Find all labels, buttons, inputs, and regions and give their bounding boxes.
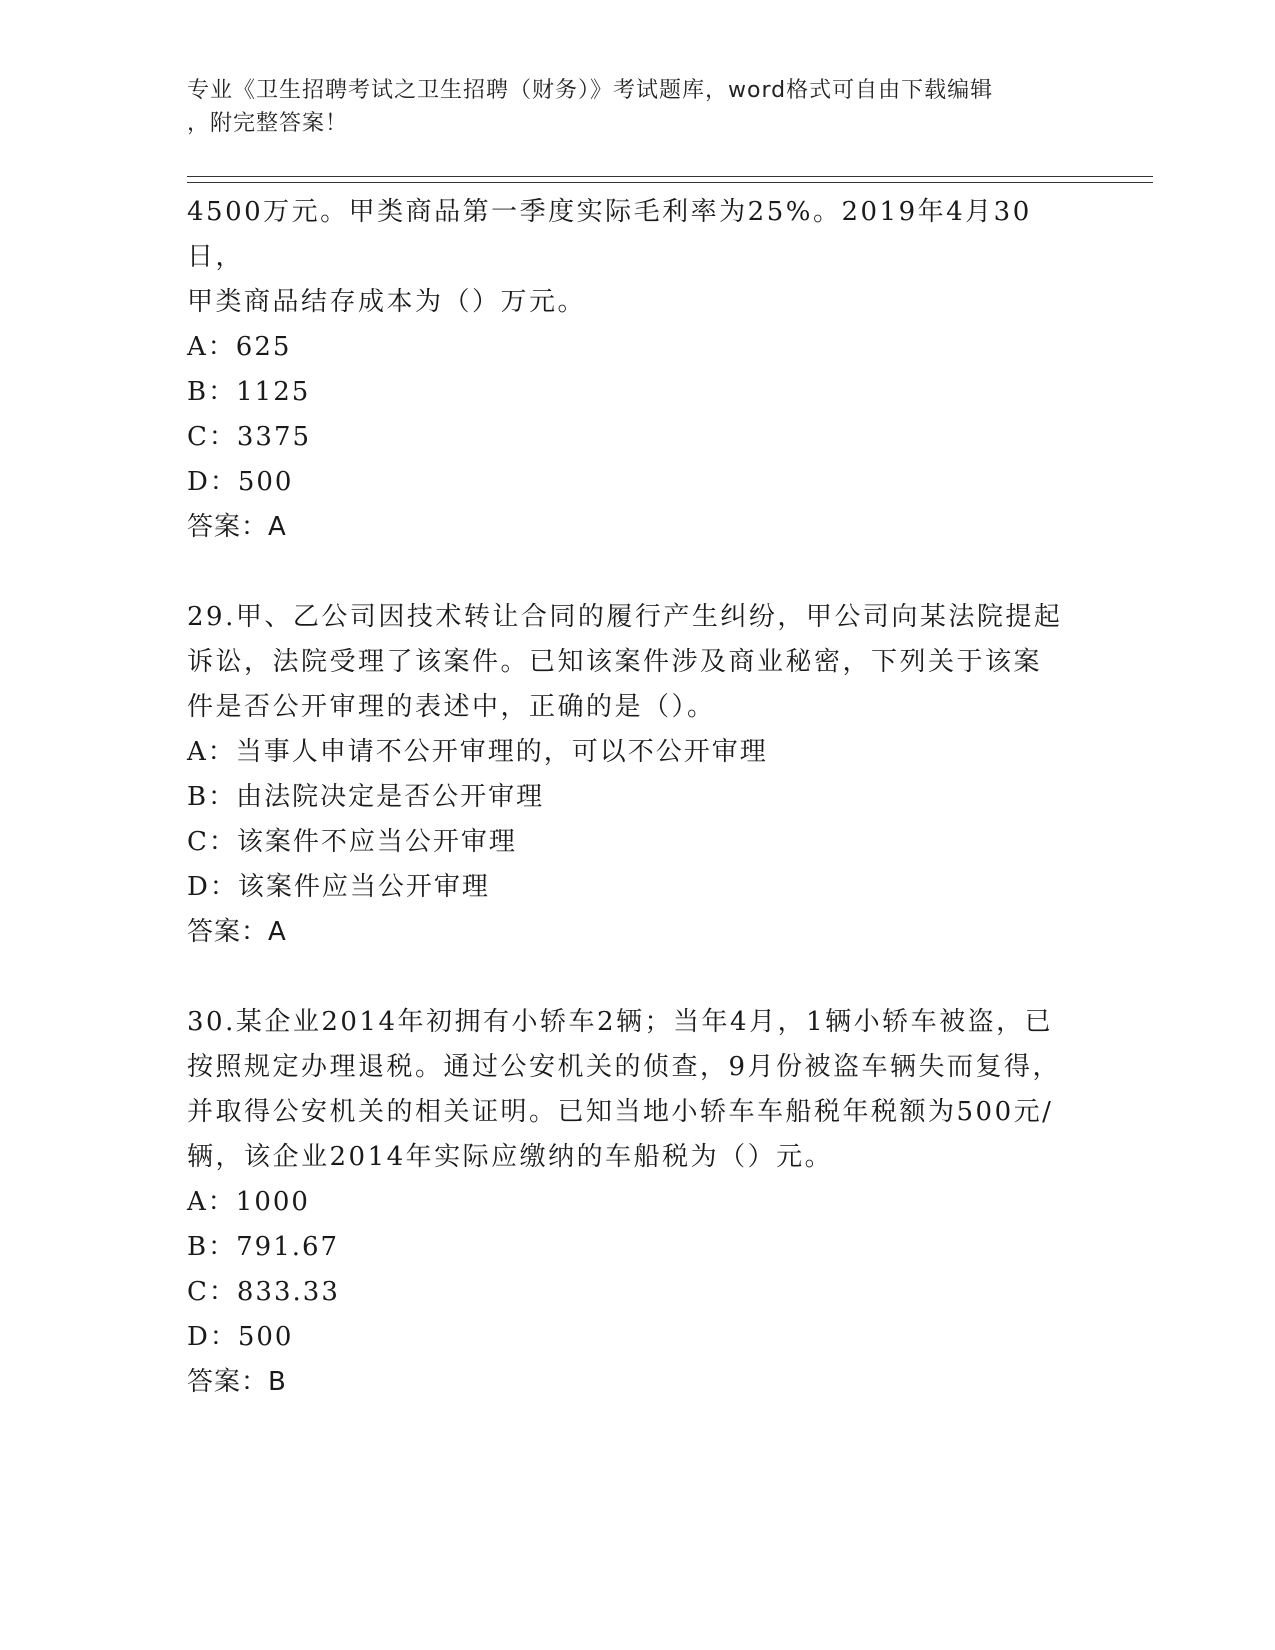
question-text-line: 诉讼，法院受理了该案件。已知该案件涉及商业秘密，下列关于该案 (187, 647, 1043, 677)
option-a: A：当事人申请不公开审理的，可以不公开审理 (187, 737, 768, 767)
option-c: C：833.33 (187, 1277, 340, 1307)
option-d: D：500 (187, 467, 294, 497)
question-block (187, 1000, 1087, 1405)
option-d: D：该案件应当公开审理 (187, 872, 490, 902)
answer-line: 答案：A (187, 917, 287, 947)
option-c: C：3375 (187, 422, 312, 452)
spacer (187, 955, 1087, 1000)
question-text-line: 并取得公安机关的相关证明。已知当地小轿车车船税年税额为500元/ (187, 1097, 1054, 1127)
question-text-line: 甲类商品结存成本为（）万元。 (187, 287, 587, 317)
question-text-line: 29.甲、乙公司因技术转让合同的履行产生纠纷，甲公司向某法院提起 (187, 602, 1063, 632)
answer-line: 答案：B (187, 1367, 287, 1397)
option-d: D：500 (187, 1322, 294, 1352)
spacer (187, 550, 1087, 595)
header-line-1: 专业《卫生招聘考试之卫生招聘（财务）》考试题库，word格式可自由下载编辑 (187, 78, 994, 103)
option-b: B：791.67 (187, 1232, 340, 1262)
header-line-2: ，附完整答案！ (187, 111, 349, 136)
question-block (187, 190, 1087, 550)
option-a: A：1000 (187, 1187, 310, 1217)
option-b: B：由法院决定是否公开审理 (187, 782, 545, 812)
page-header (187, 74, 1067, 140)
option-a: A：625 (187, 332, 292, 362)
header-divider-bottom (187, 182, 1153, 183)
question-text-line: 30.某企业2014年初拥有小轿车2辆；当年4月，1辆小轿车被盗，已 (187, 1007, 1054, 1037)
question-text-line: 按照规定办理退税。通过公安机关的侦查，9月份被盗车辆失而复得， (187, 1052, 1062, 1082)
question-text-line: 件是否公开审理的表述中，正确的是（）。 (187, 692, 716, 722)
header-divider-top (187, 176, 1153, 177)
question-text-line: 辆，该企业2014年实际应缴纳的车船税为（）元。 (187, 1142, 834, 1172)
answer-line: 答案：A (187, 512, 287, 542)
question-block (187, 595, 1087, 955)
option-c: C：该案件不应当公开审理 (187, 827, 517, 857)
option-b: B：1125 (187, 377, 311, 407)
question-text-line: 4500万元。甲类商品第一季度实际毛利率为25%。2019年4月30日， (187, 197, 1032, 272)
question-list (187, 190, 1087, 1405)
